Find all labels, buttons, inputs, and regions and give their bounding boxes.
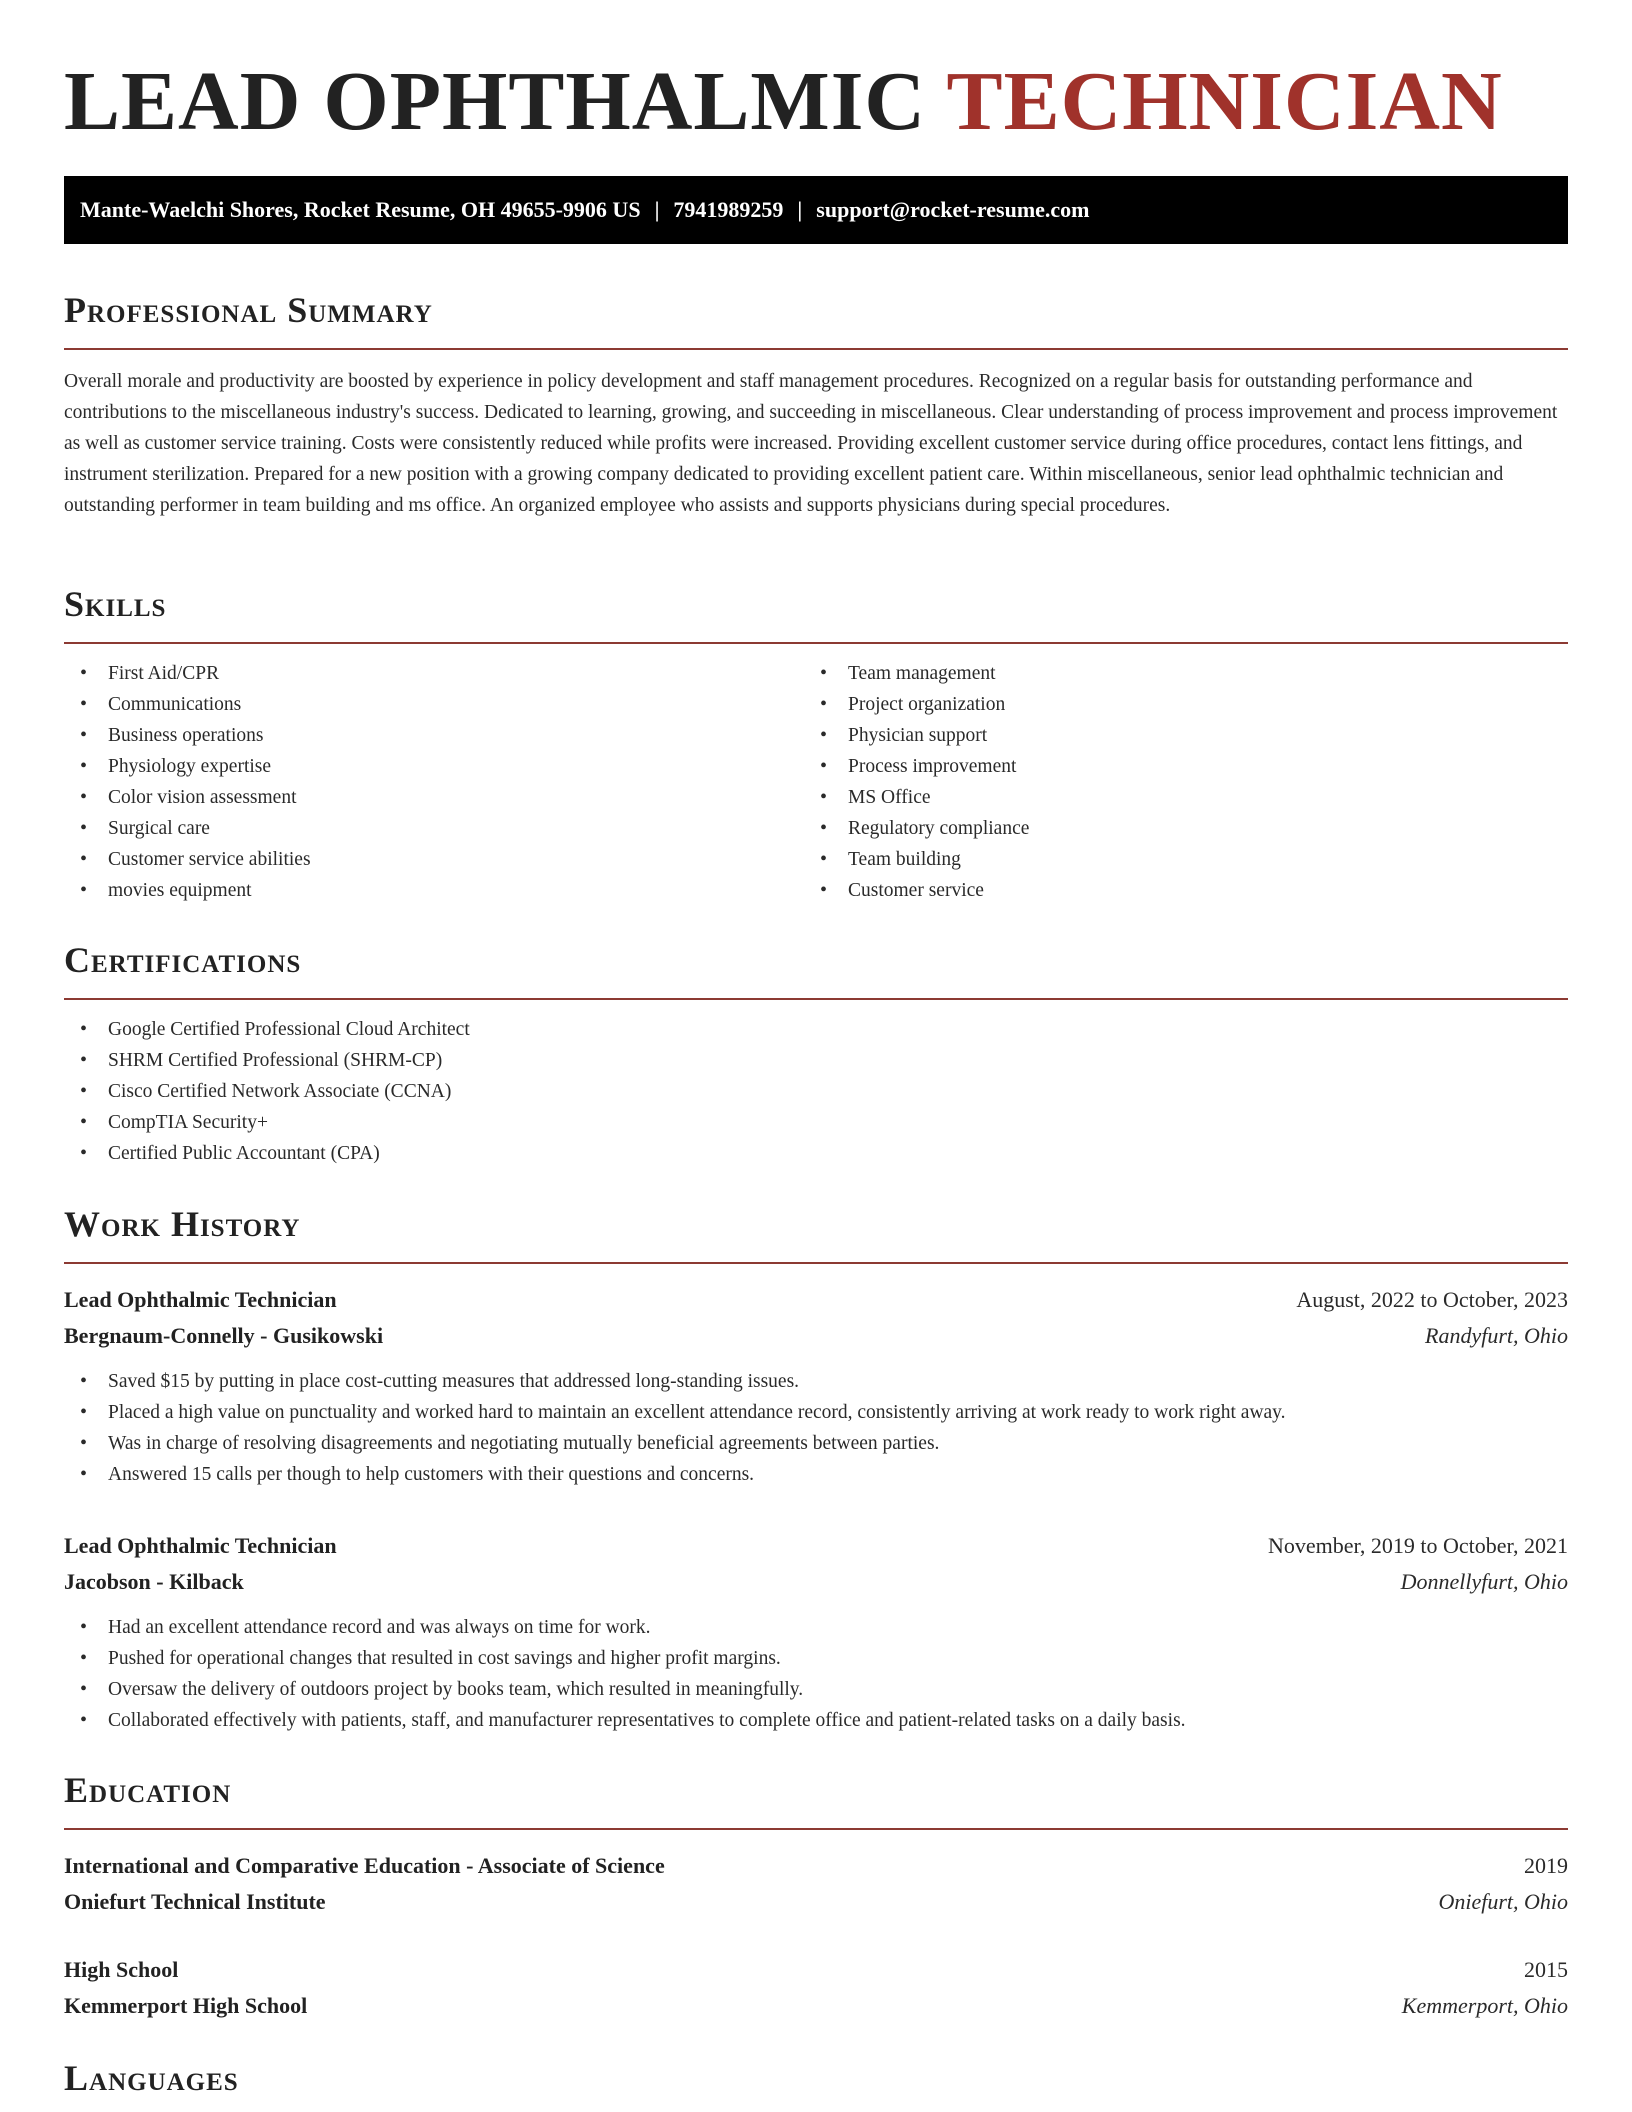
section-heading: Education [64,1770,232,1810]
list-item: • Oversaw the delivery of outdoors project by books team, which resulted in meaningfully. [64,1674,1568,1705]
education-school: Kemmerport High School [64,1993,308,2018]
list-item: • Had an excellent attendance record and was always on time for work. [64,1612,1568,1643]
list-item: • Pushed for operational changes that resulted in cost savings and higher profit margins. [64,1643,1568,1674]
skills-columns [64,644,1568,906]
list-item: • Team building [804,844,1544,875]
list-item: • Process improvement [804,751,1544,782]
list-item: • Physiology expertise [64,751,804,782]
list-item: • Cisco Certified Network Associate (CCNA) [64,1076,1568,1107]
education-degree: International and Comparative Education - Associate of Science [64,1853,665,1878]
list-item: • Color vision assessment [64,782,804,813]
summary-section [64,288,1568,521]
job-dates: August, 2022 to October, 2023 [1296,1287,1568,1312]
section-divider [64,998,1568,1000]
list-item: • Collaborated effectively with patients, staff, and manufacturer representatives to complete office and patient-related tasks on a daily basis. [64,1705,1568,1736]
education-school: Oniefurt Technical Institute [64,1889,326,1914]
list-item: • Saved $15 by putting in place cost-cutting measures that addressed long-standing issues. [64,1366,1568,1397]
list-item: • CompTIA Security+ [64,1107,1568,1138]
education-location: Kemmerport, Ohio [1401,1993,1568,2018]
contact-bar [64,176,1568,244]
list-item: • Surgical care [64,813,804,844]
list-item: • Regulatory compliance [804,813,1544,844]
education-entry [64,1952,1568,2024]
education-entry [64,1848,1568,1920]
education-degree: High School [64,1957,179,1982]
resume-page [64,0,1568,2098]
skills-section [64,582,1568,906]
job-entry [64,1528,1568,1736]
list-item: • Team management [804,658,1544,689]
education-location: Oniefurt, Ohio [1438,1889,1568,1914]
list-item: • Google Certified Professional Cloud Architect [64,1014,1568,1045]
section-heading: Professional Summary [64,290,433,330]
list-item: • Customer service abilities [64,844,804,875]
job-company: Bergnaum-Connelly - Gusikowski [64,1323,384,1348]
list-item: • Certified Public Accountant (CPA) [64,1138,1568,1169]
contact-separator: | [654,197,660,222]
job-title: Lead Ophthalmic Technician [64,1533,337,1558]
contact-address: Mante-Waelchi Shores, Rocket Resume, OH 49655-9906 US [80,197,641,222]
list-item: • SHRM Certified Professional (SHRM-CP) [64,1045,1568,1076]
list-item: • Business operations [64,720,804,751]
list-item: • movies equipment [64,875,804,906]
work-history-section [64,1202,1568,1736]
list-item: • Communications [64,689,804,720]
list-item: • Customer service [804,875,1544,906]
job-bullets [64,1612,1568,1736]
education-year: 2019 [1524,1853,1568,1878]
list-item: • Project organization [804,689,1544,720]
list-item: • Physician support [804,720,1544,751]
list-item: • Placed a high value on punctuality and worked hard to maintain an excellent attendance record, consistently arriving at work ready to work right away. [64,1397,1568,1428]
job-location: Donnellyfurt, Ohio [1400,1569,1568,1594]
list-item: • MS Office [804,782,1544,813]
education-year: 2015 [1524,1957,1568,1982]
certifications-list [64,1014,1568,1169]
job-dates: November, 2019 to October, 2021 [1267,1533,1568,1558]
education-section [64,1768,1568,2024]
contact-separator: | [797,197,803,222]
job-company: Jacobson - Kilback [64,1569,244,1594]
title-main: LEAD OPHTHALMIC [64,55,947,148]
certifications-section [64,938,1568,1169]
section-heading: Work History [64,1204,301,1244]
page-title [64,52,1503,152]
skills-list-right [804,658,1544,906]
job-entry [64,1282,1568,1490]
list-item: • Answered 15 calls per though to help customers with their questions and concerns. [64,1459,1568,1490]
job-title: Lead Ophthalmic Technician [64,1287,337,1312]
section-heading: Skills [64,584,167,624]
header [64,0,1568,176]
list-item: • Was in charge of resolving disagreements and negotiating mutually beneficial agreements between parties. [64,1428,1568,1459]
section-heading: Languages [64,2058,239,2098]
section-heading: Certifications [64,940,302,980]
summary-text: Overall morale and productivity are boosted by experience in policy development and staff management procedures. Recognized on a regular basis for outstanding performance and contributions to the miscellaneous industry's success. Dedicated to learning, growing, and succeeding in miscellaneous. Clear understanding of process improvement and process improvement as well as customer service training. Costs were consistently reduced while profits were increased. Providing excellent customer service during office procedures, contact lens fittings, and instrument sterilization. Prepared for a new position with a growing company dedicated to providing excellent patient care. Within miscellaneous, senior lead ophthalmic technician and outstanding performer in team building and ms office. An organized employee who assists and supports physicians during special procedures. [64,371,1558,516]
title-accent: TECHNICIAN [946,55,1503,148]
skills-list-left [64,658,804,906]
contact-phone[interactable]: 7941989259 [673,197,784,222]
languages-section [64,2056,1568,2100]
section-divider [64,1828,1568,1830]
contact-email[interactable]: support@rocket-resume.com [816,197,1090,222]
section-divider [64,348,1568,350]
job-bullets [64,1366,1568,1490]
section-divider [64,1262,1568,1264]
list-item: • First Aid/CPR [64,658,804,689]
job-location: Randyfurt, Ohio [1425,1323,1568,1348]
